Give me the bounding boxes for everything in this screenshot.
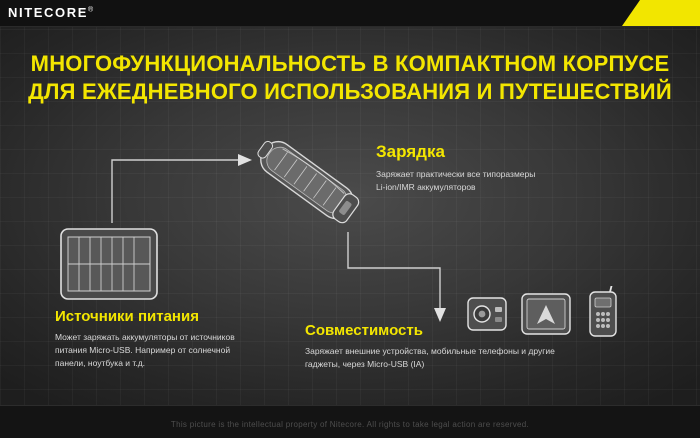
compatibility-title: Совместимость	[305, 322, 423, 339]
power-body-line-3: панели, ноутбука и т.д.	[55, 358, 146, 368]
brand-logo	[8, 5, 93, 20]
brand-logo-text: NITECORE	[8, 5, 88, 20]
power-body-line-2: питания Micro-USB. Например от солнечной	[55, 345, 231, 355]
charging-body-line-1: Заряжает практически все типоразмеры	[376, 169, 536, 179]
power-body-line-1: Может заряжать аккумуляторы от источников	[55, 332, 235, 342]
solar-panel-icon	[60, 228, 158, 300]
charger-device-icon	[243, 135, 373, 240]
header-bar	[0, 0, 700, 27]
page-title	[0, 50, 700, 106]
feature-block-charging	[376, 142, 586, 194]
feature-block-compatibility	[305, 322, 555, 371]
power-title: Источники питания	[55, 308, 199, 325]
page-title-line-1: МНОГОФУНКЦИОНАЛЬНОСТЬ В КОМПАКТНОМ КОРПУСЕ	[30, 51, 670, 76]
compatibility-body-line-1: Заряжает внешние устройства, мобильные телефоны и другие	[305, 346, 555, 356]
registered-mark: ®	[87, 6, 94, 14]
footer-disclaimer: This picture is the intellectual property of Nitecore. All rights to take legal action are reserved.	[170, 420, 530, 429]
charging-title: Зарядка	[376, 142, 445, 161]
page-title-line-2: ДЛЯ ЕЖЕДНЕВНОГО ИСПОЛЬЗОВАНИЯ И ПУТЕШЕСТВИЙ	[28, 79, 672, 104]
header-accent-shape	[622, 0, 700, 26]
compatibility-body-line-2: гаджеты, через Micro-USB (IA)	[305, 359, 425, 369]
charging-body-line-2: Li-ion/IMR аккумуляторов	[376, 182, 476, 192]
feature-block-power-sources	[55, 308, 277, 370]
walkie-talkie-icon	[590, 286, 616, 336]
